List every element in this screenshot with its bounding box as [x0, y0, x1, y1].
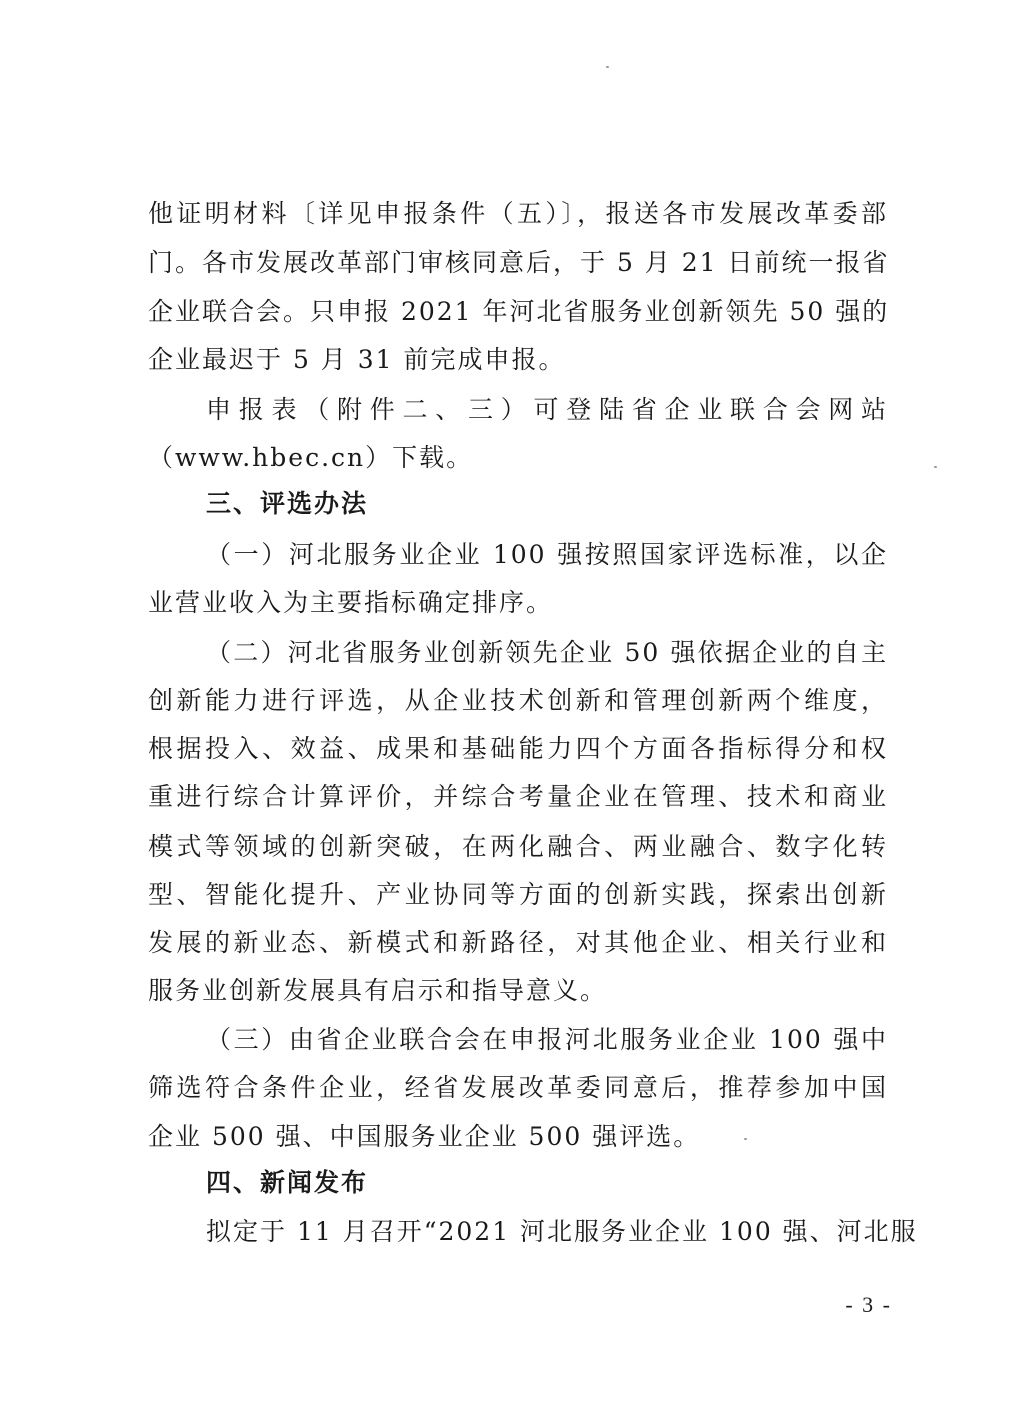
body-line: 筛选符合条件企业，经省发展改革委同意后，推荐参加中国 [148, 1073, 888, 1102]
body-line: 根据投入、效益、成果和基础能力四个方面各指标得分和权 [148, 734, 888, 763]
body-line: 重进行综合计算评价，并综合考量企业在管理、技术和商业 [148, 782, 888, 811]
body-line: （一）河北服务业企业 100 强按照国家评选标准，以企 [206, 540, 888, 569]
body-line: （二）河北省服务业创新领先企业 50 强依据企业的自主 [206, 638, 888, 667]
scan-speck [934, 466, 937, 468]
scan-speck [606, 66, 609, 68]
body-line: 服务业创新发展具有启示和指导意义。 [148, 976, 608, 1005]
body-line: （三）由省企业联合会在申报河北服务业企业 100 强中 [206, 1025, 888, 1054]
body-line: 型、智能化提升、产业协同等方面的创新实践，探索出创新 [148, 880, 888, 909]
page-number: - 3 - [845, 1292, 892, 1317]
body-line: 申报表（附件二、三）可登陆省企业联合会网站 [206, 395, 888, 424]
body-line: 他证明材料〔详见申报条件（五）〕，报送各市发展改革委部 [148, 199, 888, 228]
section-heading: 四、新闻发布 [206, 1168, 369, 1197]
body-line: 企业最迟于 5 月 31 前完成申报。 [148, 345, 566, 374]
body-line: 拟定于 11 月召开“2021 河北服务业企业 100 强、河北服 [206, 1217, 918, 1246]
body-line: （www.hbec.cn）下载。 [148, 443, 474, 472]
body-line: 发展的新业态、新模式和新路径，对其他企业、相关行业和 [148, 928, 888, 957]
body-line: 创新能力进行评选，从企业技术创新和管理创新两个维度， [148, 686, 888, 715]
body-line: 门。各市发展改革部门审核同意后，于 5 月 21 日前统一报省 [148, 248, 890, 277]
body-line: 模式等领域的创新突破，在两化融合、两业融合、数字化转 [148, 832, 888, 861]
section-heading: 三、评选办法 [206, 489, 369, 518]
body-line: 业营业收入为主要指标确定排序。 [148, 588, 554, 617]
body-line: 企业联合会。只申报 2021 年河北省服务业创新领先 50 强的 [148, 297, 890, 326]
body-line: 企业 500 强、中国服务业企业 500 强评选。 [148, 1122, 701, 1151]
